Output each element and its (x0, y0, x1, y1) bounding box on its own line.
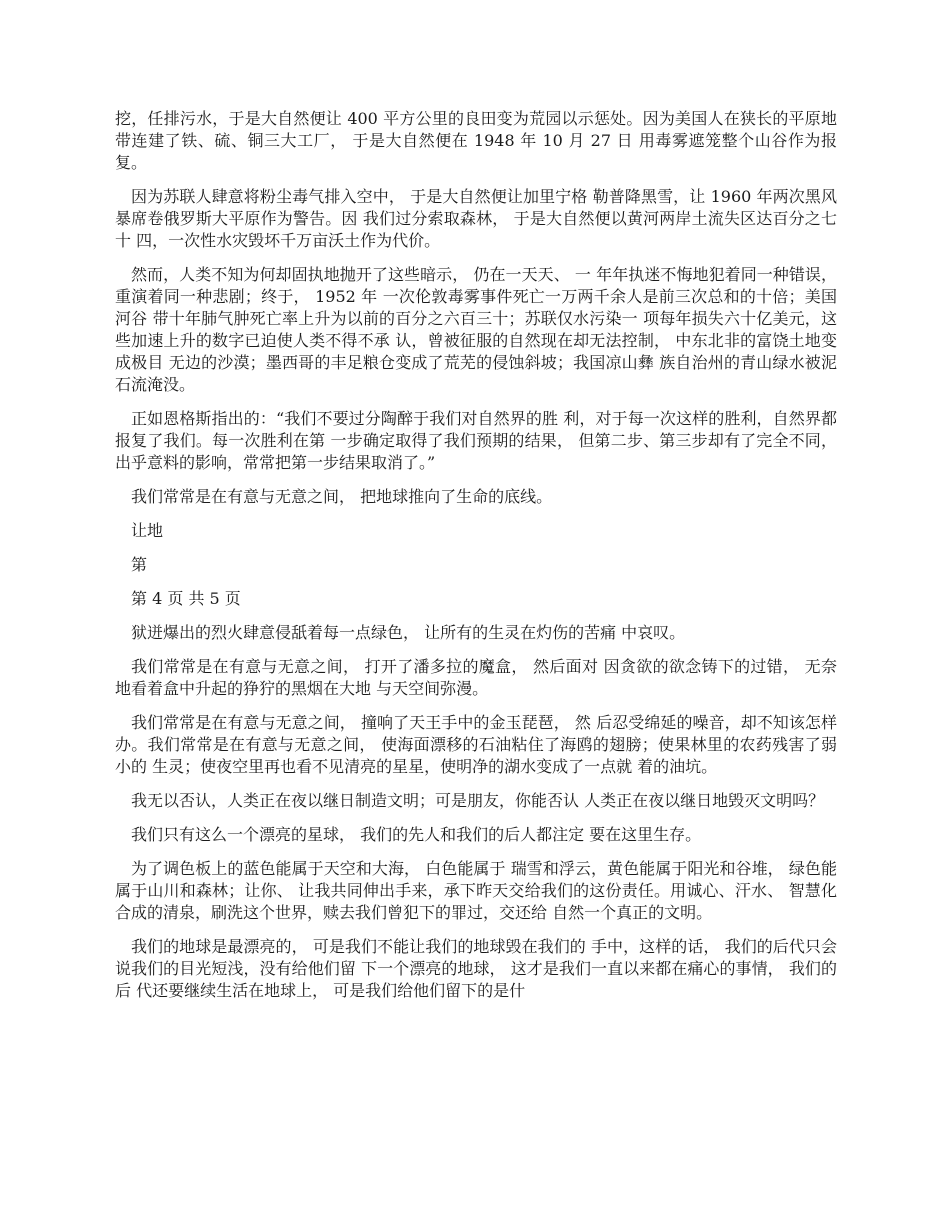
document-page (115, 108, 837, 1014)
paragraph-9: 狱迸爆出的烈火肆意侵舐着每一点绿色， 让所有的生灵在灼伤的苦痛 中哀叹。 (131, 623, 686, 642)
paragraph-3: 然而，人类不知为何却固执地抛开了这些暗示， 仍在一天天、 一 年年执迷不悔地犯着同一种错误，重演着同一种悲剧；终于， 1952 年 一次伦敦毒雾事件死亡一万两千余人是前三次总和的十倍；美国河谷 带十年肺气肿死亡率上升为以前的百分之六百三十；苏联仅水污染一 项每年损失六十亿美元，这些加速上升的数字已迫使人类不得不承 认，曾被征服的自然现在却无法控制， 中东北非的富饶土地变成极目 无边的沙漠；墨西哥的丰足粮仓变成了荒芜的侵蚀斜坡；我国凉山彝 族自治州的青山绿水被泥石流淹没。 (115, 265, 837, 394)
paragraph-10: 我们常常是在有意与无意之间， 打开了潘多拉的魔盒， 然后面对 因贪欲的欲念铸下的过错， 无奈地看着盒中升起的狰狞的黑烟在大地 与天空间弥漫。 (115, 657, 837, 698)
paragraph-5: 我们常常是在有意与无意之间， 把地球推向了生命的底线。 (131, 487, 553, 506)
paragraph-6: 让地 (131, 521, 164, 540)
paragraph-11: 我们常常是在有意与无意之间， 撞响了天王手中的金玉琵琶， 然 后忍受绵延的噪音，却不知该怎样办。我们常常是在有意与无意之间， 使海面漂移的石油粘住了海鸥的翅膀；使果林里的农药残害了弱小的 生灵；使夜空里再也看不见清亮的星星，使明净的湖水变成了一点就 着的油坑。 (115, 713, 837, 776)
paragraph-14: 为了调色板上的蓝色能属于天空和大海， 白色能属于 瑞雪和浮云，黄色能属于阳光和谷堆， 绿色能属于山川和森林；让你、 让我共同伸出手来，承下昨天交给我们的这份责任。用诚心、汗水、 智慧化合成的清泉，刷洗这个世界，赎去我们曾犯下的罪过，交还给 自然一个真正的文明。 (115, 859, 837, 922)
page-number-text: 第 4 页 共 5 页 (131, 589, 241, 608)
paragraph-15: 我们的地球是最漂亮的， 可是我们不能让我们的地球毁在我们的 手中，这样的话， 我们的后代只会说我们的目光短浅，没有给他们留 下一个漂亮的地球， 这才是我们一直以来都在痛心的事情， 我们的后 代还要继续生活在地球上， 可是我们给他们留下的是什 (115, 937, 837, 1000)
paragraph-2: 因为苏联人肆意将粉尘毒气排入空中， 于是大自然便让加里宁格 勒普降黑雪，让 1960 年两次黑风暴席卷俄罗斯大平原作为警告。因 我们过分索取森林， 于是大自然便以黄河两岸土流失区达百分之七十 四，一次性水灾毁坏千万亩沃土作为代价。 (115, 187, 837, 250)
paragraph-7: 第 (131, 555, 148, 574)
paragraph-4: 正如恩格斯指出的：“我们不要过分陶醉于我们对自然界的胜 利，对于每一次这样的胜利，自然界都报复了我们。每一次胜利在第 一步确定取得了我们预期的结果， 但第二步、第三步却有了完全不同， 出乎意料的影响，常常把第一步结果取消了。” (115, 409, 837, 472)
paragraph-12: 我无以否认，人类正在夜以继日制造文明；可是朋友，你能否认 人类正在夜以继日地毁灭文明吗？ (131, 791, 825, 810)
paragraph-1: 挖，任排污水，于是大自然便让 400 平方公里的良田变为荒园以示惩处。因为美国人在狭长的平原地 带连建了铁、硫、铜三大工厂， 于是大自然便在 1948 年 10 月 27 日 用毒雾遮笼整个山谷作为报复。 (115, 109, 837, 172)
paragraph-13: 我们只有这么一个漂亮的星球， 我们的先人和我们的后人都注定 要在这里生存。 (131, 825, 702, 844)
